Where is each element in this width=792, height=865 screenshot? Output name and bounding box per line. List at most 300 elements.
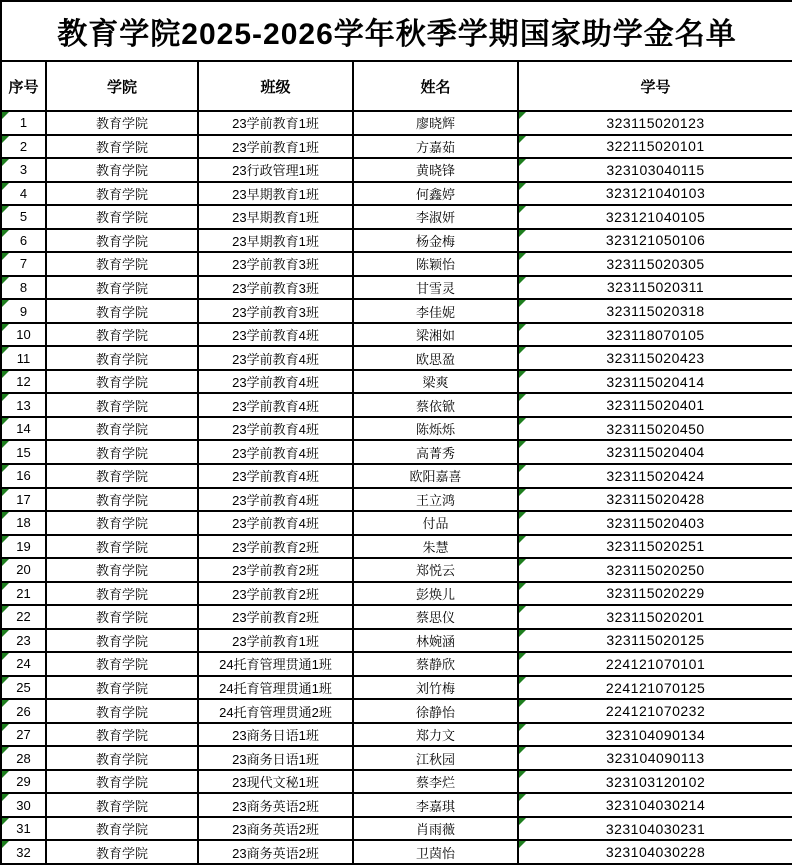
cell-text: 23学前教育2班 [232, 539, 319, 555]
cell-text: 王立鸿 [415, 492, 455, 508]
cell-name [353, 558, 518, 582]
cell-text: 廖晓辉 [415, 116, 455, 132]
cell-text: 323121050106 [605, 232, 706, 249]
cell-text: 323104090113 [606, 750, 705, 767]
cell-student-id [518, 582, 792, 606]
error-indicator-icon [2, 583, 9, 590]
cell-index [1, 299, 46, 323]
cell-text: 23学前教育2班 [232, 563, 319, 579]
cell-index [1, 535, 46, 559]
cell-index [1, 135, 46, 159]
cell-text: 8 [19, 279, 28, 295]
cell-text: 323115020251 [606, 538, 705, 555]
cell-college [46, 370, 198, 394]
cell-student-id [518, 111, 792, 135]
cell-name [353, 229, 518, 253]
cell-text: 徐静怡 [415, 704, 455, 720]
cell-text: 教育学院 [95, 704, 148, 720]
cell-text: 23商务英语2班 [232, 798, 319, 814]
error-indicator-icon [2, 841, 9, 848]
cell-college [46, 770, 198, 794]
table-row [1, 299, 792, 323]
cell-text: 23行政管理1班 [232, 163, 319, 179]
error-indicator-icon [2, 606, 9, 613]
cell-text: 323115020403 [606, 514, 705, 531]
cell-text: 教育学院 [95, 139, 148, 155]
cell-text: 甘雪灵 [415, 280, 455, 296]
cell-text: 教育学院 [95, 375, 148, 391]
cell-college [46, 182, 198, 206]
cell-index [1, 488, 46, 512]
cell-class [198, 840, 353, 864]
cell-text: 323115020318 [606, 303, 705, 320]
table-row [1, 135, 792, 159]
error-indicator-icon [2, 489, 9, 496]
cell-text: 26 [16, 703, 31, 719]
cell-text: 323115020428 [606, 491, 705, 508]
cell-index [1, 582, 46, 606]
cell-text: 22 [16, 609, 31, 625]
cell-text: 28 [16, 750, 31, 766]
cell-text: 323115020450 [606, 420, 705, 437]
cell-text: 教育学院 [95, 280, 148, 296]
cell-index [1, 276, 46, 300]
cell-college [46, 158, 198, 182]
cell-name [353, 723, 518, 747]
cell-student-id [518, 158, 792, 182]
cell-text: 10 [16, 327, 31, 343]
cell-student-id [518, 135, 792, 159]
error-indicator-icon [2, 347, 9, 354]
table-row [1, 229, 792, 253]
cell-text: 教育学院 [95, 328, 148, 344]
cell-text: 陈颖怡 [415, 257, 455, 273]
error-indicator-icon [519, 418, 526, 425]
cell-index [1, 370, 46, 394]
error-indicator-icon [519, 230, 526, 237]
cell-index [1, 252, 46, 276]
cell-student-id [518, 299, 792, 323]
error-indicator-icon [519, 724, 526, 731]
cell-text: 教育学院 [95, 681, 148, 697]
cell-class [198, 252, 353, 276]
cell-college [46, 582, 198, 606]
cell-text: 教育学院 [95, 186, 148, 202]
cell-text: 7 [19, 256, 28, 272]
cell-class [198, 276, 353, 300]
cell-student-id [518, 417, 792, 441]
cell-text: 5 [19, 209, 28, 225]
cell-class [198, 135, 353, 159]
error-indicator-icon [519, 818, 526, 825]
cell-text: 朱慧 [422, 539, 449, 555]
cell-name [353, 699, 518, 723]
cell-text: 323115020125 [606, 632, 705, 649]
cell-text: 24 [16, 656, 31, 672]
cell-text: 23学前教育1班 [232, 139, 319, 155]
cell-text: 323104030228 [605, 844, 706, 861]
table-row [1, 629, 792, 653]
cell-class [198, 605, 353, 629]
cell-text: 23学前教育2班 [232, 610, 319, 626]
cell-class [198, 652, 353, 676]
cell-text: 23学前教育4班 [232, 351, 319, 367]
cell-text: 323103120102 [605, 773, 706, 790]
cell-text: 23现代文秘1班 [232, 775, 319, 791]
cell-class [198, 393, 353, 417]
cell-text: 323104090134 [605, 726, 706, 743]
cell-text: 27 [16, 727, 31, 743]
cell-college [46, 652, 198, 676]
cell-text: 教育学院 [95, 610, 148, 626]
cell-name [353, 135, 518, 159]
error-indicator-icon [2, 677, 9, 684]
cell-name [353, 817, 518, 841]
cell-text: 323115020250 [606, 561, 705, 578]
cell-class [198, 370, 353, 394]
cell-text: 教育学院 [95, 492, 148, 508]
cell-student-id [518, 440, 792, 464]
cell-name [353, 417, 518, 441]
cell-text: 蔡思仪 [415, 610, 455, 626]
error-indicator-icon [519, 536, 526, 543]
cell-text: 欧思盈 [415, 351, 455, 367]
cell-text: 23早期教育1班 [232, 233, 319, 249]
column-header-name: 姓名 [353, 61, 518, 111]
cell-college [46, 840, 198, 864]
cell-college [46, 346, 198, 370]
cell-college [46, 323, 198, 347]
cell-college [46, 464, 198, 488]
cell-text: 3 [19, 162, 28, 178]
error-indicator-icon [2, 536, 9, 543]
error-indicator-icon [2, 277, 9, 284]
cell-text: 梁湘如 [415, 328, 455, 344]
page-title: 教育学院2025-2026学年秋季学期国家助学金名单 [1, 1, 792, 61]
error-indicator-icon [519, 700, 526, 707]
cell-text: 教育学院 [95, 657, 148, 673]
cell-text: 323115020424 [606, 467, 705, 484]
cell-text: 梁爽 [422, 375, 449, 391]
cell-student-id [518, 393, 792, 417]
table-row [1, 535, 792, 559]
cell-index [1, 746, 46, 770]
error-indicator-icon [2, 324, 9, 331]
error-indicator-icon [519, 300, 526, 307]
cell-name [353, 746, 518, 770]
cell-text: 教育学院 [95, 163, 148, 179]
cell-text: 322115020101 [606, 138, 705, 155]
cell-student-id [518, 723, 792, 747]
cell-text: 方嘉茹 [415, 139, 455, 155]
cell-student-id [518, 770, 792, 794]
cell-text: 教育学院 [95, 210, 148, 226]
table-row [1, 393, 792, 417]
error-indicator-icon [519, 771, 526, 778]
cell-index [1, 158, 46, 182]
cell-class [198, 323, 353, 347]
table-row [1, 793, 792, 817]
error-indicator-icon [2, 465, 9, 472]
cell-text: 教育学院 [95, 257, 148, 273]
cell-index [1, 346, 46, 370]
table-row [1, 746, 792, 770]
error-indicator-icon [519, 324, 526, 331]
cell-text: 9 [19, 303, 28, 319]
cell-index [1, 676, 46, 700]
cell-text: 2 [19, 138, 28, 154]
cell-text: 何鑫婷 [415, 186, 455, 202]
cell-text: 323115020404 [606, 444, 705, 461]
column-header-class: 班级 [198, 61, 353, 111]
table-row [1, 417, 792, 441]
table-row [1, 676, 792, 700]
cell-name [353, 652, 518, 676]
cell-text: 323115020311 [606, 279, 705, 296]
cell-text: 30 [16, 797, 31, 813]
cell-student-id [518, 558, 792, 582]
cell-text: 23学前教育4班 [232, 516, 319, 532]
cell-text: 23学前教育4班 [232, 445, 319, 461]
cell-text: 11 [16, 350, 31, 366]
cell-class [198, 440, 353, 464]
cell-text: 教育学院 [95, 633, 148, 649]
cell-text: 23学前教育4班 [232, 422, 319, 438]
error-indicator-icon [2, 441, 9, 448]
cell-text: 23学前教育3班 [232, 304, 319, 320]
cell-text: 郑悦云 [415, 563, 455, 579]
error-indicator-icon [519, 441, 526, 448]
cell-college [46, 393, 198, 417]
error-indicator-icon [519, 606, 526, 613]
cell-text: 23早期教育1班 [232, 210, 319, 226]
cell-class [198, 158, 353, 182]
error-indicator-icon [2, 300, 9, 307]
cell-name [353, 323, 518, 347]
cell-text: 教育学院 [95, 516, 148, 532]
cell-text: 18 [16, 515, 31, 531]
cell-text: 14 [16, 421, 31, 437]
table-row [1, 276, 792, 300]
cell-college [46, 276, 198, 300]
cell-student-id [518, 511, 792, 535]
cell-text: 21 [16, 585, 31, 601]
cell-college [46, 135, 198, 159]
cell-text: 23商务英语2班 [232, 845, 319, 861]
cell-text: 教育学院 [95, 351, 148, 367]
cell-index [1, 699, 46, 723]
cell-text: 蔡依锨 [415, 398, 455, 414]
cell-class [198, 817, 353, 841]
cell-name [353, 535, 518, 559]
cell-index [1, 417, 46, 441]
table-row [1, 205, 792, 229]
cell-college [46, 629, 198, 653]
cell-text: 29 [16, 774, 31, 790]
cell-college [46, 558, 198, 582]
error-indicator-icon [2, 771, 9, 778]
cell-college [46, 299, 198, 323]
error-indicator-icon [519, 559, 526, 566]
cell-text: 323115020423 [606, 350, 705, 367]
cell-text: 教育学院 [95, 563, 148, 579]
cell-college [46, 417, 198, 441]
cell-student-id [518, 323, 792, 347]
cell-name [353, 276, 518, 300]
cell-college [46, 793, 198, 817]
cell-text: 李嘉琪 [415, 798, 455, 814]
cell-class [198, 488, 353, 512]
cell-text: 23学前教育2班 [232, 586, 319, 602]
cell-text: 教育学院 [95, 445, 148, 461]
cell-text: 24托育管理贯通2班 [219, 704, 332, 720]
cell-name [353, 770, 518, 794]
cell-name [353, 182, 518, 206]
cell-index [1, 440, 46, 464]
cell-text: 林婉涵 [415, 633, 455, 649]
table-row [1, 158, 792, 182]
cell-class [198, 205, 353, 229]
cell-index [1, 205, 46, 229]
cell-student-id [518, 793, 792, 817]
error-indicator-icon [519, 677, 526, 684]
cell-text: 教育学院 [95, 728, 148, 744]
cell-text: 教育学院 [95, 798, 148, 814]
cell-class [198, 793, 353, 817]
cell-text: 23学前教育1班 [232, 633, 319, 649]
cell-class [198, 417, 353, 441]
error-indicator-icon [519, 841, 526, 848]
table-row [1, 323, 792, 347]
cell-name [353, 205, 518, 229]
cell-college [46, 111, 198, 135]
cell-text: 323115020414 [606, 373, 705, 390]
cell-index [1, 817, 46, 841]
cell-text: 23学前教育4班 [232, 328, 319, 344]
error-indicator-icon [519, 465, 526, 472]
cell-name [353, 676, 518, 700]
table-row [1, 346, 792, 370]
cell-text: 16 [16, 468, 31, 484]
cell-text: 教育学院 [95, 775, 148, 791]
cell-college [46, 535, 198, 559]
cell-index [1, 229, 46, 253]
cell-text: 323103040115 [606, 161, 705, 178]
error-indicator-icon [2, 230, 9, 237]
table-row [1, 182, 792, 206]
error-indicator-icon [519, 371, 526, 378]
cell-text: 黄晓锋 [415, 163, 455, 179]
cell-text: 杨金梅 [415, 233, 455, 249]
cell-class [198, 629, 353, 653]
error-indicator-icon [519, 747, 526, 754]
cell-class [198, 182, 353, 206]
cell-text: 323121040105 [605, 208, 706, 225]
cell-text: 4 [19, 185, 28, 201]
error-indicator-icon [519, 136, 526, 143]
cell-name [353, 629, 518, 653]
error-indicator-icon [2, 794, 9, 801]
cell-name [353, 370, 518, 394]
cell-class [198, 535, 353, 559]
cell-text: 教育学院 [95, 304, 148, 320]
cell-text: 陈烁烁 [415, 422, 455, 438]
cell-name [353, 488, 518, 512]
error-indicator-icon [519, 159, 526, 166]
error-indicator-icon [519, 183, 526, 190]
cell-name [353, 511, 518, 535]
table-row [1, 652, 792, 676]
cell-text: 教育学院 [95, 116, 148, 132]
cell-index [1, 111, 46, 135]
cell-class [198, 582, 353, 606]
cell-index [1, 652, 46, 676]
table-row [1, 840, 792, 864]
cell-class [198, 746, 353, 770]
cell-college [46, 488, 198, 512]
cell-index [1, 629, 46, 653]
cell-text: 江秋园 [415, 751, 455, 767]
cell-college [46, 511, 198, 535]
cell-class [198, 464, 353, 488]
error-indicator-icon [2, 559, 9, 566]
error-indicator-icon [2, 159, 9, 166]
cell-class [198, 699, 353, 723]
cell-text: 15 [16, 444, 31, 460]
cell-college [46, 699, 198, 723]
cell-text: 欧阳嘉喜 [409, 469, 462, 485]
table-row [1, 817, 792, 841]
error-indicator-icon [519, 583, 526, 590]
error-indicator-icon [519, 347, 526, 354]
cell-name [353, 464, 518, 488]
cell-text: 刘竹梅 [415, 681, 455, 697]
table-row [1, 440, 792, 464]
cell-text: 郑力文 [415, 728, 455, 744]
cell-college [46, 723, 198, 747]
table-body [1, 111, 792, 864]
error-indicator-icon [519, 112, 526, 119]
cell-text: 23学前教育4班 [232, 398, 319, 414]
column-header-row [1, 61, 792, 111]
error-indicator-icon [2, 630, 9, 637]
cell-text: 23早期教育1班 [232, 186, 319, 202]
cell-text: 224121070101 [605, 655, 706, 672]
cell-text: 12 [16, 374, 31, 390]
cell-name [353, 252, 518, 276]
cell-index [1, 723, 46, 747]
error-indicator-icon [2, 112, 9, 119]
cell-name [353, 605, 518, 629]
cell-text: 肖雨薇 [415, 822, 455, 838]
cell-index [1, 464, 46, 488]
cell-name [353, 582, 518, 606]
cell-text: 23商务日语1班 [232, 751, 319, 767]
cell-student-id [518, 746, 792, 770]
cell-text: 323121040103 [605, 185, 706, 202]
cell-name [353, 840, 518, 864]
cell-text: 323115020123 [606, 114, 705, 131]
column-header-student-id: 学号 [518, 61, 792, 111]
cell-text: 李佳妮 [415, 304, 455, 320]
cell-text: 6 [19, 232, 28, 248]
cell-student-id [518, 229, 792, 253]
cell-text: 323104030231 [605, 820, 706, 837]
cell-text: 23学前教育1班 [232, 116, 319, 132]
cell-text: 224121070125 [605, 679, 706, 696]
table-row [1, 464, 792, 488]
cell-index [1, 393, 46, 417]
